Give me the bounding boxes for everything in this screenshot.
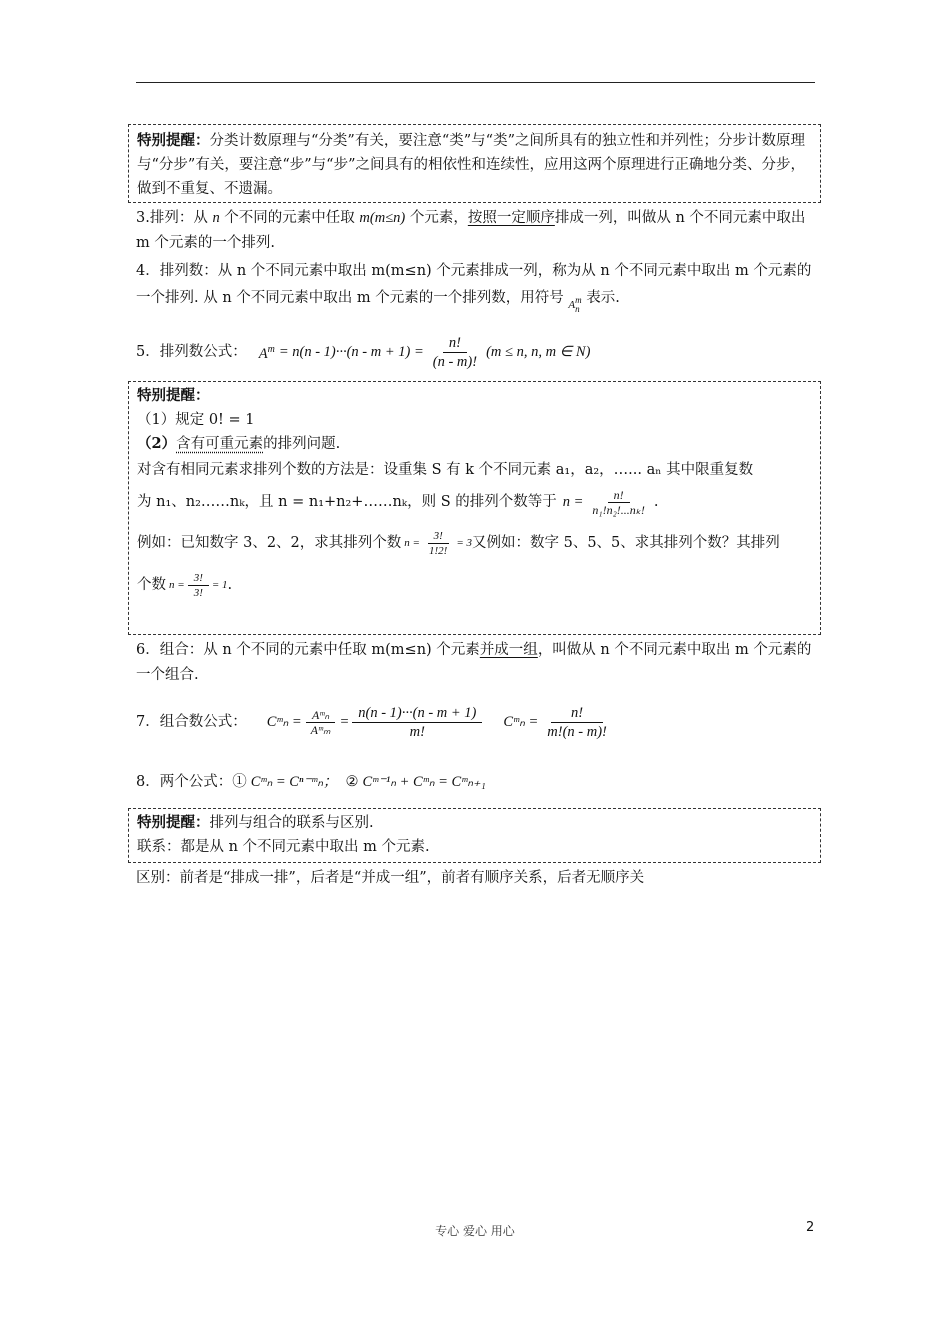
reminder-label: 特别提醒： (137, 132, 210, 149)
repeat-elements-title: （2）含有可重元素的排列问题. (137, 435, 341, 452)
item-combination-definition: 6．组合：从 n 个不同的元素中任取 m(m≤n) 个元素并成一组，叫做从 n 个不同元素中取出 m 个元素的一个组合. (136, 642, 812, 683)
reminder-label: 特别提醒： (137, 387, 210, 404)
page-footer: 专心 爱心 用心 (435, 1224, 515, 1238)
relation-text: 联系：都是从 n 个不同元素中取出 m 个元素. (137, 839, 430, 855)
reminder-box-3: 特别提醒：排列与组合的联系与区别. 联系：都是从 n 个不同元素中取出 m 个元素. (128, 808, 821, 863)
emphasis-grouped: 并成一组 (479, 642, 538, 658)
reminder-box-2 (128, 381, 821, 635)
item-permutation-definition: 3.排列：从 n 个不同的元素中任取 m(m≤n) 个元素，按照一定顺序排成一列，叫做从 n 个不同元素中取出 m 个元素的一个排列. (136, 210, 806, 251)
page-number: 2 (806, 1220, 815, 1235)
formula-lhs: $A^m$ (258, 344, 275, 362)
example-line-2: 个数 n = $\frac{3!}{3!}$ = 1 . (137, 571, 233, 599)
item-permutation-formula: 5．排列数公式： $A^m$ = n(n - 1)···(n - m + 1) = $\frac{n!}{(n - m)!}$ (m ≤ n, n, m ∈ N) (136, 334, 591, 370)
reminder-label: 特别提醒： (137, 814, 210, 831)
difference-text: 区别：前者是“排成一排”，后者是“并成一组”，前者有顺序关系，后者无顺序关 (136, 870, 645, 886)
emphasis-in-order: 按照一定顺序 (467, 210, 555, 226)
formula-fraction: $\frac{n!}{(n - m)!}$ (432, 334, 478, 370)
item-combination-formula: 7．组合数公式： Cᵐₙ = $\frac{\text{Aᵐₙ}}{\text{Aᵐₘ}}$ = $\frac{n(n - 1)\cdot\cdot\cdot(n - m + 1)}{m!}$ Cᵐₙ = $\frac{n!}{m!(n - m)!}$ (136, 704, 607, 740)
reminder-box-1 (128, 124, 821, 203)
multiset-formula-line: 为 n₁、n₂……nₖ，且 n = n₁+n₂+……nₖ，则 S 的排列个数等于 n = $\frac{n!}{\text{n₁!n₂!...nₖ!}}$ . (137, 487, 659, 517)
item-permutation-number: 4．排列数：从 n 个不同元素中取出 m(m≤n) 个元素排成一列，称为从 n 个不同元素中取出 m 个元素的一个排列. 从 n 个不同元素中取出 m 个元素的一个排列数，用符号 A m n 表示. (136, 258, 816, 319)
example-line-1: 例如：已知数字 3、2、2，求其排列个数 n = $\frac{3!}{1!2!}$ = 3 又例如：数字 5、5、5、求其排列个数？其排列 (137, 529, 780, 557)
item-two-formulas: 8．两个公式：① Cᵐₙ = Cⁿ⁻ᵐₙ； ② Cᵐ⁻¹ₙ + Cᵐₙ = Cᵐₙ₊₁ (136, 774, 486, 790)
method-text: 对含有相同元素求排列个数的方法是：设重集 S 有 k 个不同元素 a₁，a₂，…... aₙ 其中限重复数 (137, 462, 754, 478)
reminder-text: 分类计数原理与“分类”有关，要注意“类”与“类”之间所具有的独立性和并列性；分步计数原理与“分步”有关，要注意“步”与“步”之间具有的相依性和连续性，应用这两个原理进行正确地分类、分步，做到不重复、不遗漏。 (137, 133, 805, 197)
rule-zero-factorial: （1）规定 0! = 1 (137, 412, 255, 428)
header-rule (136, 82, 815, 83)
permutation-symbol: A m n (568, 295, 582, 315)
